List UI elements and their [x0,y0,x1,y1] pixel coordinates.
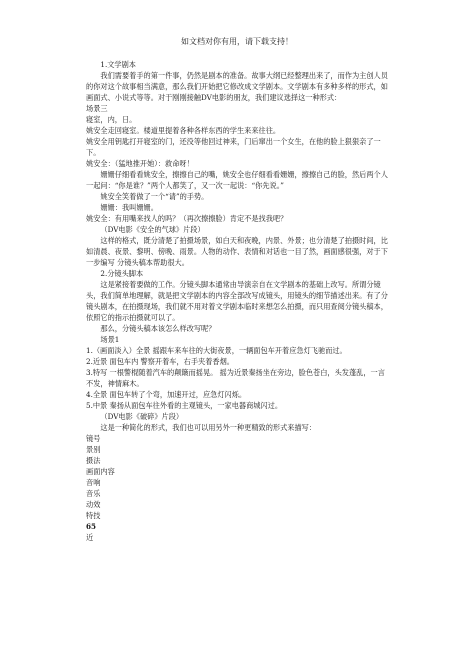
paragraph: 摄法 [86,456,101,465]
paragraph: 4.全景 面包车转了个弯，加速开过，应急灯闪烁。 [86,390,247,399]
paragraph: 姚安全走回寝室。楼道里提着各种各样东西的学生来来往往。 [86,126,281,135]
paragraph: 音乐 [86,489,101,498]
paragraph: 场景三 [86,104,108,113]
paragraph: 景别 [86,445,101,454]
paragraph: 3.特写 一根警棍随着汽车的颠簸而摇晃。 摇为近景秦扬坐在旁边，脸色苍白，头发蓬乱，一言不发，神情麻木。 [86,368,385,388]
paragraph: 我们需要着手的第一件事，仍然是剧本的准备。故事大纲已经整理出来了，而作为主创人员的你对这个故事相当满意，那么我们开始把它修改成文学剧本。文学剧本有多种多样的形式，如画面式、小说式等等。对于刚刚接触DV电影的朋友，我们建议选择这一种形式： [86,71,388,102]
paragraph: 姚安全笑着做了一个“请”的手势。 [100,192,209,201]
paragraph: 寝室，内，日。 [86,115,137,124]
paragraph: 65 [86,522,97,531]
paragraph: 场景1 [100,335,120,344]
paragraph: 姚安全：（猛地推开她）：救命呀！ [86,159,194,168]
paragraph: 这样的格式，既分清楚了拍摄场景，如白天和夜晚，内景、外景；也分清楚了拍摄时间，比如清晨、夜景、黎明、傍晚、雨景。人物的动作、表情和对话也一目了然，画面感很强，对于下一步编写 分镜头稿本帮助很大。 [86,236,388,267]
paragraph: （DV电影《破碎》片段） [100,412,184,421]
paragraph: （DV电影《安全的气球》片段） [100,225,205,234]
paragraph: 音响 [86,478,101,487]
paragraph: 近 [86,533,94,542]
paragraph: 姗姗：我叫姗姗。 [100,203,158,212]
paragraph: 动效 [86,500,101,509]
paragraph: 镜号 [86,434,101,443]
paragraph: 姚安全用钥匙打开寝室的门，还没等他回过神来，门后窜出一个女生，在他的脸上狠狠亲了一下。 [86,137,381,157]
page-header: 如文档对你有用，请下载支持！ [181,37,293,46]
paragraph: 1.（画面淡入）全景 摇跟车来车往的大街夜景，一辆面包车开着应急灯飞驰而过。 [86,346,347,355]
paragraph: 这是紧接着要做的工作。分镜头脚本通常由导演亲自在文学剧本的基础上改写。所谓分镜头，我们简单地理解，就是把文学剧本的内容全部改写成镜头，用镜头的细节描述出来。有了分镜头剧本，在拍摄现场，我们就不用对着文学剧本临时来想怎么拍摄，而只用查阅分镜头稿本，依照它的指示拍摄就可以了。 [86,280,388,322]
paragraph: 姚安全：有用嘴来找人的吗？（再次擦擦脸）肯定不是找我吧？ [86,214,288,223]
paragraph: 1.文学剧本 [100,60,136,69]
paragraph: 这是一种简化的形式，我们也可以用另外一种更精致的形式来描写： [100,423,317,432]
paragraph: 2.分镜头脚本 [100,269,144,278]
paragraph: 特技 [86,511,101,520]
document-body [86,59,390,543]
paragraph: 2.近景 面包车内 警察开着车，右手夹着香烟。 [86,357,234,366]
paragraph: 姗姗仔细看看姚安全，擦擦自己的嘴，姚安全也仔细看看姗姗，擦擦自己的脸，然后两个人一起问：“你是谁？”两个人都笑了，又一次一起说：“你先说。” [86,170,388,190]
paragraph: 画面内容 [86,467,115,476]
paragraph: 5.中景 秦扬从面包车往外看的主观镜头，一家电器商城闪过。 [86,401,283,410]
paragraph: 那么，分镜头稿本该怎么样改写呢？ [100,324,216,333]
